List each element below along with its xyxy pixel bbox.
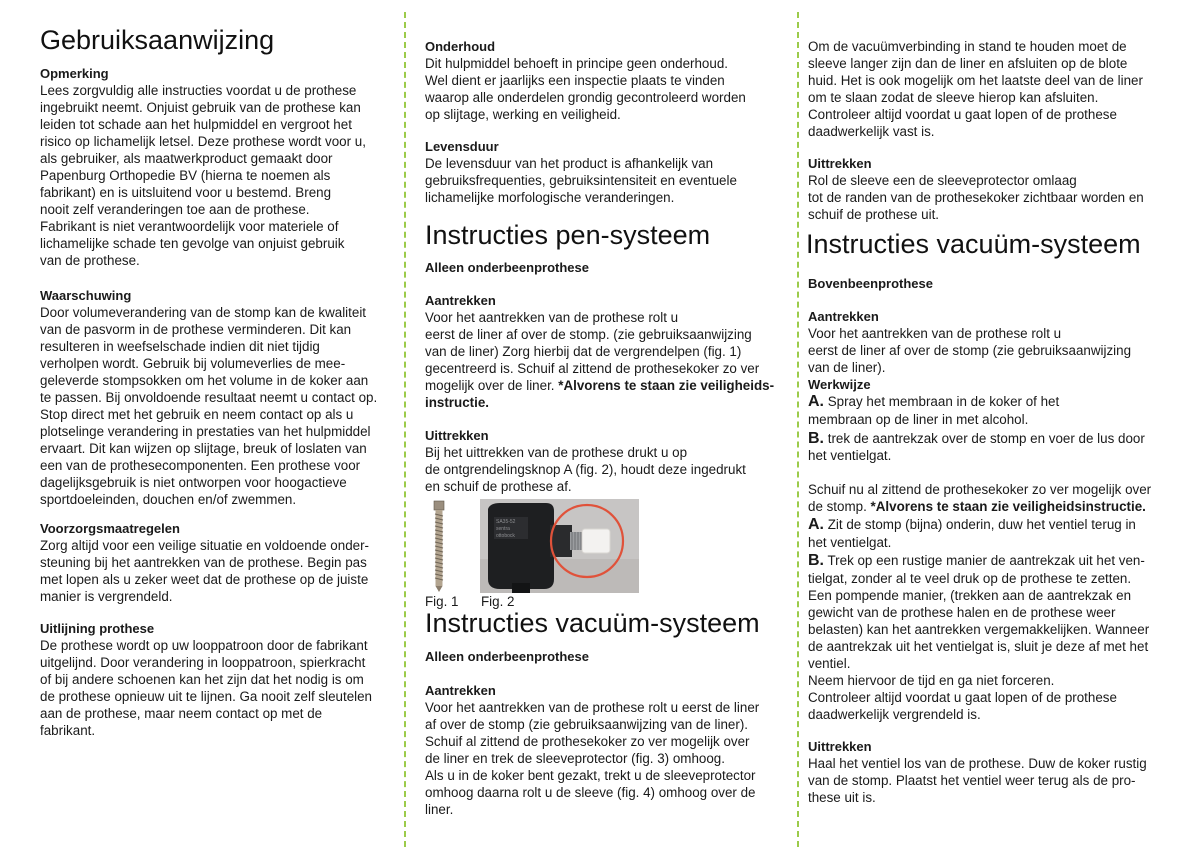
text-line: tot de randen van de prothesekoker zichtbaar worden en xyxy=(808,190,1144,205)
text-line: Als u in de koker bent gezakt, trekt u de sleeveprotector xyxy=(425,768,756,783)
text-line: van de liner). xyxy=(808,360,886,375)
text-line: de liner en trek de sleeveprotector (fig. 3) omhoog. xyxy=(425,751,725,766)
text-line: Controleer altijd voordat u gaat lopen of de prothese xyxy=(808,107,1117,122)
text-line: Bij het uittrekken van de prothese drukt u op xyxy=(425,445,688,460)
pen-system-subtitle: Alleen onderbeenprothese xyxy=(425,260,589,275)
text-line: Voor het aantrekken van de prothese rolt u xyxy=(425,310,679,325)
text-line: omhoog daarna rolt u de sleeve (fig. 4) omhoog over de xyxy=(425,785,756,800)
text-line: ingebruikt neemt. Onjuist gebruik van de prothese kan xyxy=(40,100,361,115)
svg-text:SA35-52: SA35-52 xyxy=(496,519,516,525)
pen-uittrekken-heading: Uittrekken xyxy=(425,428,489,443)
text-line: lichamelijke schade ten gevolge van onjuist gebruik xyxy=(40,236,345,251)
text-line: steuning bij het aantrekken van de prothese. Begin pas xyxy=(40,555,367,570)
safety-note-bold: instructie. xyxy=(425,395,489,410)
svg-text:ottobock: ottobock xyxy=(496,533,515,539)
text-line: Schuif al zittend de prothesekoker zo ver mogelijk over xyxy=(425,734,750,749)
fig2-caption: Fig. 2 xyxy=(481,594,515,609)
text-fragment: mogelijk over de liner. xyxy=(425,378,559,393)
text-line xyxy=(808,516,1136,533)
text-line: fabrikant. xyxy=(40,723,96,738)
text-fragment: Zit de stomp (bijna) onderin, duw het ventiel terug in xyxy=(824,517,1136,532)
text-line: een van de prothesecomponenten. Een prothese voor xyxy=(40,458,361,473)
text-line: de prothese opnieuw uit te lijnen. Ga nooit zelf sleutelen xyxy=(40,689,373,704)
text-line: schuif de prothese uit. xyxy=(808,207,940,222)
text-line: daadwerkelijk vergrendeld is. xyxy=(808,707,981,722)
page-title: Gebruiksaanwijzing xyxy=(40,25,275,55)
text-line: Wel dient er jaarlijks een inspectie plaats te vinden xyxy=(425,73,725,88)
column-divider-right xyxy=(797,12,799,847)
vacuum-onderbeen-aantrekken-heading: Aantrekken xyxy=(425,683,496,698)
text-line: De levensduur van het product is afhankelijk van xyxy=(425,156,714,171)
text-line: om te slaan zodat de sleeve hierop kan afsluiten. xyxy=(808,90,1099,105)
fig2-shuttle-lock-image xyxy=(480,499,639,593)
text-line: Voor het aantrekken van de prothese rolt u xyxy=(808,326,1062,341)
text-line: aan de prothese, maar neem contact op met de xyxy=(40,706,323,721)
text-line: Dit hulpmiddel behoeft in principe geen onderhoud. xyxy=(425,56,728,71)
column-divider-left xyxy=(404,12,406,847)
text-line: daadwerkelijk vast is. xyxy=(808,124,935,139)
pen-aantrekken-heading: Aantrekken xyxy=(425,293,496,308)
text-line: te passen. Bij onvoldoende resultaat neemt u contact op. xyxy=(40,390,378,405)
text-line: Fabrikant is niet verantwoordelijk voor materiele of xyxy=(40,219,339,234)
text-line: geleverde stompsokken om het volume in de koker aan xyxy=(40,373,369,388)
text-line: plotselinge verandering in prestaties van het hulpmiddel xyxy=(40,424,371,439)
text-line: of bij andere schoenen kan het zijn dat het nodig is om xyxy=(40,672,364,687)
text-line: de aantrekzak uit het ventielgat is, sluit je deze af met het xyxy=(808,639,1149,654)
bovenbeen-aantrekken-heading: Aantrekken xyxy=(808,309,879,324)
text-line xyxy=(425,377,774,394)
text-line: risico op lichamelijk letsel. Deze prothese wordt voor u, xyxy=(40,134,366,149)
text-line xyxy=(808,498,1146,515)
text-line xyxy=(425,394,489,411)
step-letter-b: B. xyxy=(808,430,824,447)
text-line: leiden tot schade aan het hulpmiddel en vergroot het xyxy=(40,117,352,132)
text-line: ventiel. xyxy=(808,656,851,671)
pen-system-title: Instructies pen-systeem xyxy=(425,220,711,250)
text-line: van de prothese. xyxy=(40,253,140,268)
text-line: Stop direct met het gebruik en neem contact op als u xyxy=(40,407,354,422)
text-line: gecentreerd is. Schuif al zittend de prothesekoker zo ver xyxy=(425,361,760,376)
text-line: eerst de liner af over de stomp (zie gebruiksaanwijzing xyxy=(808,343,1132,358)
text-line: van de liner) Zorg hierbij dat de vergrendelpen (fig. 1) xyxy=(425,344,742,359)
text-line: Controleer altijd voordat u gaat lopen of de prothese xyxy=(808,690,1117,705)
text-line: dagelijksgebruik is niet ontworpen voor hoogactieve xyxy=(40,475,347,490)
text-line: Om de vacuümverbinding in stand te houden moet de xyxy=(808,39,1127,54)
text-line: Papenburg Orthopedie BV (hierna te noemen als xyxy=(40,168,331,183)
text-line: uitgelijnd. Door verandering in looppatroon, spierkracht xyxy=(40,655,366,670)
section-heading-voorzorgsmaatregelen: Voorzorgsmaatregelen xyxy=(40,521,180,536)
text-line: verholpen wordt. Gebruik bij volumeverlies de mee- xyxy=(40,356,346,371)
section-heading-levensduur: Levensduur xyxy=(425,139,499,154)
step-letter-b: B. xyxy=(808,552,824,569)
section-heading-uitlijning: Uitlijning prothese xyxy=(40,621,155,636)
text-line xyxy=(808,430,1145,447)
werkwijze-heading: Werkwijze xyxy=(808,377,871,392)
text-line: sportdoeleinden, douchen en/of zwemmen. xyxy=(40,492,297,507)
text-line: het ventielgat. xyxy=(808,448,892,463)
text-line: waarop alle onderdelen grondig gecontroleerd worden xyxy=(425,90,746,105)
text-line: liner. xyxy=(425,802,454,817)
section-heading-waarschuwing: Waarschuwing xyxy=(40,288,132,303)
text-line xyxy=(808,552,1145,569)
vacuum-bovenbeen-subtitle: Bovenbeenprothese xyxy=(808,276,933,291)
fig1-locking-pin-image xyxy=(426,499,452,593)
text-fragment: Trek op een rustige manier de aantrekzak uit het ven- xyxy=(824,553,1145,568)
text-line: Een pompende manier, (trekken aan de aantrekzak en xyxy=(808,588,1132,603)
text-line: Voor het aantrekken van de prothese rolt u eerst de liner xyxy=(425,700,760,715)
text-fragment: Spray het membraan in de koker of het xyxy=(824,394,1060,409)
text-line: De prothese wordt op uw looppatroon door de fabrikant xyxy=(40,638,368,653)
text-line: Door volumeverandering van de stomp kan de kwaliteit xyxy=(40,305,367,320)
text-line: gewicht van de prothese halen en de prothese weer xyxy=(808,605,1116,620)
text-line: op slijtage, werking en veiligheid. xyxy=(425,107,621,122)
text-line xyxy=(808,393,1059,410)
text-line: tielgat, zonder al te veel druk op de prothese te zetten. xyxy=(808,571,1132,586)
vacuum-onderbeen-subtitle: Alleen onderbeenprothese xyxy=(425,649,589,664)
step-letter-a: A. xyxy=(808,393,824,410)
svg-text:sentra: sentra xyxy=(496,526,510,532)
text-line: these uit is. xyxy=(808,790,876,805)
text-fragment: trek de aantrekzak over de stomp en voer de lus door xyxy=(824,431,1145,446)
vacuum-system-title-bovenbeen: Instructies vacuüm-systeem xyxy=(806,229,1141,259)
text-line: sleeve langer zijn dan de liner en afsluiten op de blote xyxy=(808,56,1128,71)
text-line: de ontgrendelingsknop A (fig. 2), houdt deze ingedrukt xyxy=(425,462,746,477)
text-line: van de stomp. Plaatst het ventiel weer terug als de pro- xyxy=(808,773,1136,788)
text-line: manier is vergrendeld. xyxy=(40,589,173,604)
text-line: en schuif de prothese af. xyxy=(425,479,572,494)
text-line: fabrikant) en is uitsluitend voor u bestemd. Breng xyxy=(40,185,332,200)
text-line: huid. Het is ook mogelijk om het laatste deel van de liner xyxy=(808,73,1143,88)
text-line: membraan op de liner in met alcohol. xyxy=(808,412,1029,427)
step-letter-a: A. xyxy=(808,516,824,533)
text-line: resulteren in weefselschade indien dit niet tijdig xyxy=(40,339,320,354)
text-line: Lees zorgvuldig alle instructies voordat u de prothese xyxy=(40,83,357,98)
safety-note-bold: *Alvorens te staan zie veiligheids- xyxy=(558,378,775,393)
text-line: als gebruiker, als maatwerkproduct gemaakt door xyxy=(40,151,333,166)
safety-note-bold: *Alvorens te staan zie veiligheidsinstructie. xyxy=(870,499,1146,514)
text-line: gebruiksfrequenties, gebruiksintensiteit en eventuele xyxy=(425,173,737,188)
text-line: Zorg altijd voor een veilige situatie en voldoende onder- xyxy=(40,538,370,553)
text-line: van de pasvorm in de prothese verminderen. Dit kan xyxy=(40,322,352,337)
text-line: lichamelijke morfologische veranderingen. xyxy=(425,190,675,205)
text-fragment: de stomp. xyxy=(808,499,871,514)
text-line: Haal het ventiel los van de prothese. Duw de koker rustig xyxy=(808,756,1147,771)
text-line: Neem hiervoor de tijd en ga niet forceren. xyxy=(808,673,1055,688)
text-line: nooit zelf veranderingen toe aan de prothese. xyxy=(40,202,310,217)
text-line: ervaart. Dit kan wijzen op slijtage, breuk of loslaten van xyxy=(40,441,367,456)
vacuum-system-title-onderbeen: Instructies vacuüm-systeem xyxy=(425,608,760,638)
uittrekken-heading-1: Uittrekken xyxy=(808,156,872,171)
text-line: eerst de liner af over de stomp. (zie gebruiksaanwijzing xyxy=(425,327,752,342)
bovenbeen-uittrekken-heading: Uittrekken xyxy=(808,739,872,754)
section-heading-onderhoud: Onderhoud xyxy=(425,39,496,54)
fig1-caption: Fig. 1 xyxy=(425,594,459,609)
section-heading-opmerking: Opmerking xyxy=(40,66,109,81)
text-line: belasten) kan het aantrekken vergemakkelijken. Wanneer xyxy=(808,622,1150,637)
text-line: het ventielgat. xyxy=(808,535,892,550)
text-line: met lopen als u zeker weet dat de prothese op de juiste xyxy=(40,572,369,587)
text-line: af over de stomp (zie gebruiksaanwijzing van de liner). xyxy=(425,717,749,732)
text-line: Rol de sleeve een de sleeveprotector omlaag xyxy=(808,173,1077,188)
text-line: Schuif nu al zittend de prothesekoker zo ver mogelijk over xyxy=(808,482,1152,497)
